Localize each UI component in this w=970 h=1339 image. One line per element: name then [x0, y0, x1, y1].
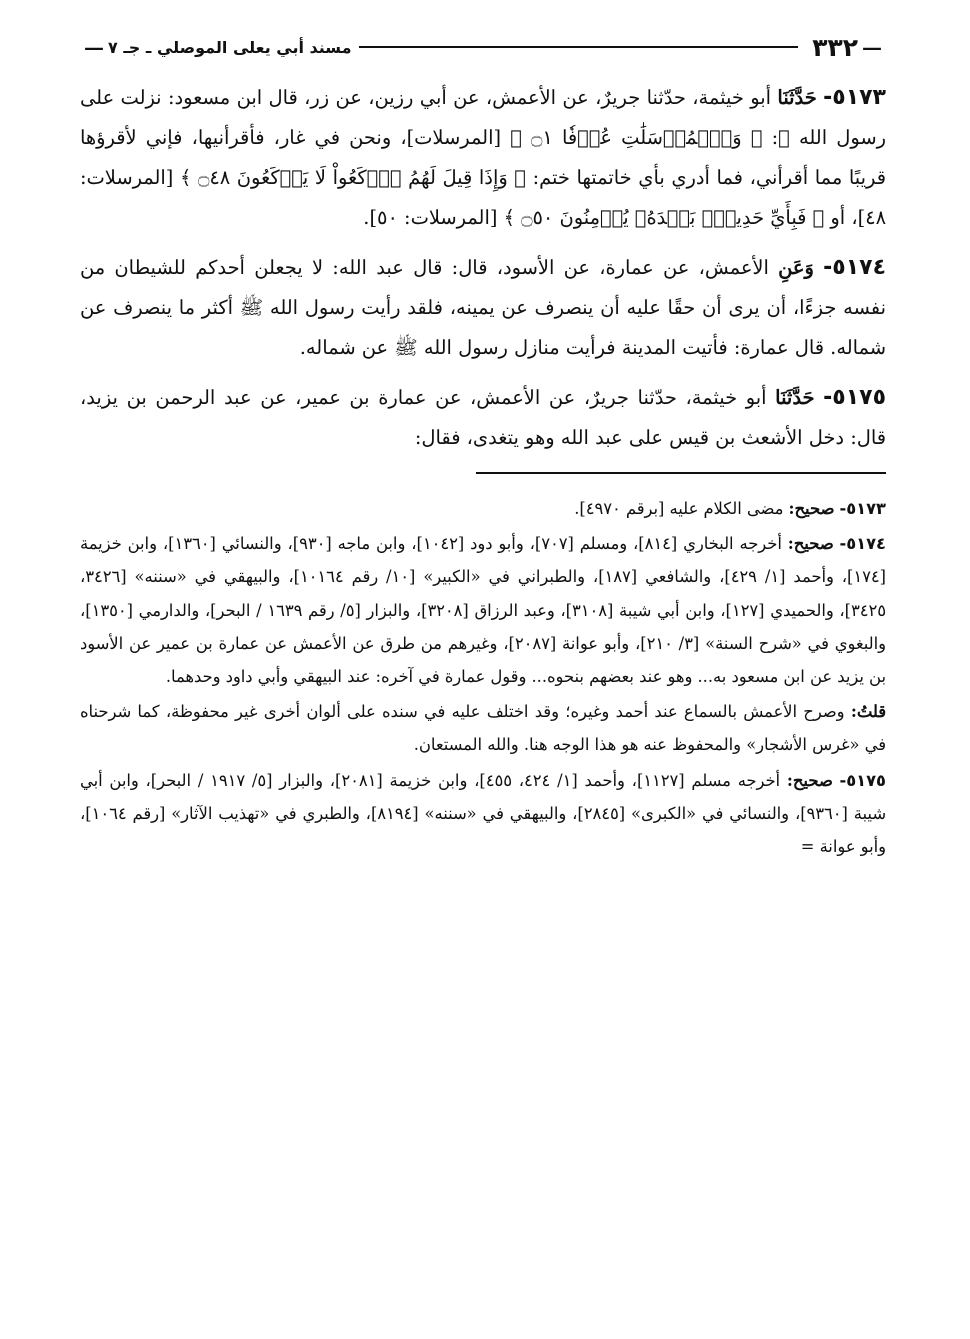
hadith-text: الأعمش، عن عمارة، عن الأسود، قال: قال عبد الله: لا يجعلن أحدكم للشيطان من نفسه جزءًا، أن يرى أن حقًا عليه أن ينصرف عن يمينه، فلقد رأيت رسول الله ﷺ أكثر ما ينصرف عن شماله. قال عمارة: فأتيت المدينة فرأيت منازل رسول الله ﷺ عن شماله.	[80, 256, 886, 359]
footnote-text: وصرح الأعمش بالسماع عند أحمد وغيره؛ وقد اختلف عليه في سنده على ألوان أخرى غير محفوظة، كما شرحناه في «غرس الأشجار» والمحفوظ عنه هو هذا الوجه هنا. والله المستعان.	[80, 702, 886, 755]
footnote-grade: صحيح:	[786, 770, 833, 790]
footnote-number: ٥١٧٣-	[839, 499, 886, 518]
footnotes	[80, 492, 886, 863]
footnote-5175	[80, 764, 886, 864]
hadith-lead: حَدَّثَنَا	[775, 386, 815, 409]
footnote-text: أخرجه البخاري [٨١٤]، ومسلم [٧٠٧]، وأبو دود [١٠٤٢]، وابن ماجه [٩٣٠]، والنسائي [١٣٦٠]، وابن خزيمة [١٧٤]، وأحمد [١/ ٤٢٩]، والشافعي [١٨٧]، والطبراني في «الكبير» [١٠/ رقم ١٠١٦٤]، والبيهقي في «سننه» [٣٤٢٦، ٣٤٢٥]، والحميدي [١٢٧]، وابن أبي شيبة [٣١٠٨]، وعبد الرزاق [٣٢٠٨]، والبزار [٥/ رقم ١٦٣٩ / البحر]، والدارمي [١٣٥٠]، والبغوي في «شرح السنة» [٣/ ٢١٠]، وأبو عوانة [٢٠٨٧]، وغيرهم من طرق عن الأعمش عن عمارة بن عمير عن الأسود بن يزيد عن ابن مسعود به... وهو عند بعضهم بنحوه... وقول عمارة في آخره: عند البيهقي وأبي داود وحدهما.	[80, 534, 886, 687]
hadith-text: أبو خيثمة، حدّثنا جريرٌ، عن الأعمش، عن عمارة بن عمير، عن عبد الرحمن بن يزيد، قال: دخل الأشعث بن قيس على عبد الله وهو يتغدى، فقال:	[80, 386, 886, 449]
footnote-number: ٥١٧٤-	[839, 534, 886, 554]
footnote-remark-label: قلتُ:	[850, 702, 886, 722]
hadith-number: ٥١٧٤-	[823, 255, 886, 280]
footnote-grade: صحيح:	[788, 499, 835, 518]
hadith-number: ٥١٧٥-	[823, 385, 887, 410]
hadith-text: أبو خيثمة، حدّثنا جريرٌ، عن الأعمش، عن أبي رزين، عن زر، قال ابن مسعود: نزلت على رسول الله ﷺ: ﴿ وَٱلۡمُرۡسَلَٰتِ عُرۡفٗا ۝١ ﴾ [المرسلات]، ونحن في غار، فأقرأنيها، فإني لأقرؤها قريبًا مما أقرأني، فما أدري بأي خاتمتها ختم: ﴿ وَإِذَا قِيلَ لَهُمُ ٱرۡكَعُواْ لَا يَرۡكَعُونَ ۝٤٨ ﴾ [المرسلات: ٤٨]، أو ﴿ فَبِأَيِّ حَدِيثِۭ بَعۡدَهُۥ يُؤۡمِنُونَ ۝٥٠ ﴾ [المرسلات: ٥٠].	[80, 86, 886, 229]
footnote-text: مضى الكلام عليه [برقم ٤٩٧٠].	[574, 499, 784, 518]
book-title: مسند أبي يعلى الموصلي ـ جـ ٧	[108, 37, 352, 57]
hadith-lead: حَدَّثَنَا	[777, 86, 817, 109]
hadith-5174	[80, 248, 886, 368]
main-text	[80, 78, 886, 458]
footnote-separator	[476, 472, 886, 474]
footnote-number: ٥١٧٥-	[839, 770, 886, 790]
hadith-5173	[80, 78, 886, 238]
hadith-lead: وَعَنِ	[778, 256, 814, 279]
footnote-grade: صحيح:	[787, 534, 834, 554]
footnote-5173	[80, 492, 886, 525]
hadith-5175	[80, 378, 886, 458]
hadith-number: ٥١٧٣-	[823, 85, 886, 110]
head-dash-right: —	[862, 35, 882, 59]
footnote-5174	[80, 527, 886, 693]
head-dash-left: —	[84, 35, 104, 59]
head-rule	[359, 46, 798, 48]
page-number: ٣٣٢	[812, 32, 858, 62]
running-head	[80, 30, 886, 64]
footnote-text: أخرجه مسلم [١١٢٧]، وأحمد [١/ ٤٢٤، ٤٥٥]، وابن خزيمة [٢٠٨١]، والبزار [٥/ ١٩١٧ / البحر]، وابن أبي شيبة [٩٣٦٠]، والنسائي في «الكبرى» [٢٨٤٥]، والبيهقي في «سننه» [٨١٩٤]، والطبري في «تهذيب الآثار» [رقم ١٠٦٤]، وأبو عوانة =	[80, 770, 886, 857]
footnote-editor-remark	[80, 695, 886, 761]
